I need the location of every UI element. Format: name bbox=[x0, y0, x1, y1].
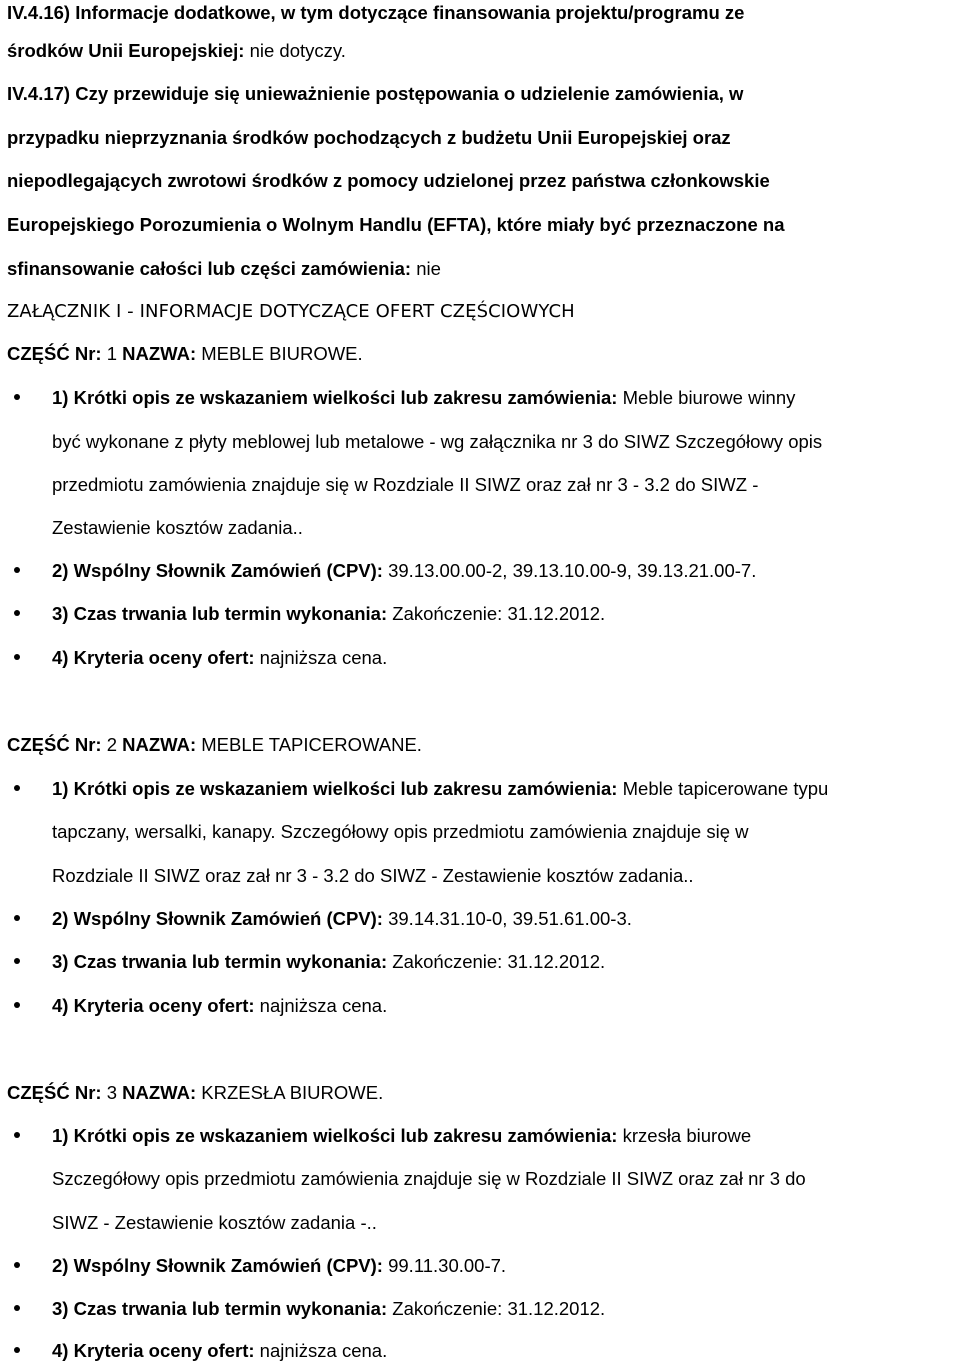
part-name: MEBLE BIUROWE. bbox=[196, 343, 363, 364]
part-3-desc-line2: Szczegółowy opis przedmiotu zamówienia znajduje się w Rozdziale II SIWZ oraz zał nr 3 do bbox=[52, 1168, 806, 1189]
bullet-icon bbox=[14, 1132, 20, 1138]
section-17-line3: niepodlegających zwrotowi środków z pomocy udzielonej przez państwa członkowskie bbox=[7, 170, 770, 191]
term-label: 3) Czas trwania lub termin wykonania: bbox=[52, 1298, 388, 1319]
criteria-value: najniższa cena. bbox=[254, 647, 388, 668]
section-17-line2: przypadku nieprzyznania środków pochodzących z budżetu Unii Europejskiej oraz bbox=[7, 127, 731, 148]
part-2-criteria bbox=[52, 995, 387, 1017]
bullet-icon bbox=[14, 1262, 20, 1268]
section-16-title-line2 bbox=[7, 40, 346, 62]
desc-value: krzesła biurowe bbox=[617, 1125, 752, 1146]
section-17-line5 bbox=[7, 258, 441, 280]
bullet-icon bbox=[14, 785, 20, 791]
part-label: CZĘŚĆ Nr: bbox=[7, 734, 102, 755]
section-17-line1: IV.4.17) Czy przewiduje się unieważnienie postępowania o udzielenie zamówienia, w bbox=[7, 83, 744, 104]
section-17-line4: Europejskiego Porozumienia o Wolnym Handlu (EFTA), które miały być przeznaczone na bbox=[7, 214, 785, 235]
term-value: Zakończenie: 31.12.2012. bbox=[387, 603, 606, 624]
term-value: Zakończenie: 31.12.2012. bbox=[387, 951, 606, 972]
part-number: 3 bbox=[101, 1082, 123, 1103]
cpv-label: 2) Wspólny Słownik Zamówień (CPV): bbox=[52, 908, 383, 929]
name-label: NAZWA: bbox=[122, 1082, 197, 1103]
cpv-label: 2) Wspólny Słownik Zamówień (CPV): bbox=[52, 1255, 383, 1276]
part-number: 1 bbox=[101, 343, 123, 364]
section-17-label: sfinansowanie całości lub części zamówienia: bbox=[7, 258, 412, 279]
part-1-term bbox=[52, 603, 605, 625]
cpv-value: 99.11.30.00-7. bbox=[382, 1255, 507, 1276]
cpv-value: 39.13.00.00-2, 39.13.10.00-9, 39.13.21.00-7. bbox=[382, 560, 757, 581]
part-1-criteria bbox=[52, 647, 387, 669]
bullet-icon bbox=[14, 1347, 20, 1353]
bullet-icon bbox=[14, 654, 20, 660]
desc-label: 1) Krótki opis ze wskazaniem wielkości lub zakresu zamówienia: bbox=[52, 387, 618, 408]
bullet-icon bbox=[14, 915, 20, 921]
part-2-cpv bbox=[52, 908, 632, 930]
part-label: CZĘŚĆ Nr: bbox=[7, 1082, 102, 1103]
criteria-value: najniższa cena. bbox=[254, 1340, 388, 1361]
part-3-desc-line3: SIWZ - Zestawienie kosztów zadania -.. bbox=[52, 1212, 377, 1233]
bullet-icon bbox=[14, 1305, 20, 1311]
criteria-value: najniższa cena. bbox=[254, 995, 388, 1016]
part-1-desc-line3: przedmiotu zamówienia znajduje się w Rozdziale II SIWZ oraz zał nr 3 - 3.2 do SIWZ - bbox=[52, 474, 759, 495]
part-1-desc-line4: Zestawienie kosztów zadania.. bbox=[52, 517, 303, 538]
annex-title: ZAŁĄCZNIK I - INFORMACJE DOTYCZĄCE OFERT CZĘŚCIOWYCH bbox=[7, 301, 575, 322]
desc-label: 1) Krótki opis ze wskazaniem wielkości lub zakresu zamówienia: bbox=[52, 1125, 618, 1146]
part-1-cpv bbox=[52, 560, 756, 582]
part-name: MEBLE TAPICEROWANE. bbox=[196, 734, 422, 755]
bullet-icon bbox=[14, 567, 20, 573]
part-2-header bbox=[7, 734, 422, 756]
criteria-label: 4) Kryteria oceny ofert: bbox=[52, 647, 255, 668]
term-label: 3) Czas trwania lub termin wykonania: bbox=[52, 951, 388, 972]
part-3-cpv bbox=[52, 1255, 506, 1277]
part-2-term bbox=[52, 951, 605, 973]
criteria-label: 4) Kryteria oceny ofert: bbox=[52, 995, 255, 1016]
part-2-desc-line1 bbox=[52, 778, 828, 800]
criteria-label: 4) Kryteria oceny ofert: bbox=[52, 1340, 255, 1361]
part-number: 2 bbox=[101, 734, 123, 755]
part-1-header bbox=[7, 343, 363, 365]
bullet-icon bbox=[14, 610, 20, 616]
cpv-label: 2) Wspólny Słownik Zamówień (CPV): bbox=[52, 560, 383, 581]
part-3-criteria bbox=[52, 1340, 387, 1362]
name-label: NAZWA: bbox=[122, 734, 197, 755]
section-16-value: nie dotyczy. bbox=[244, 40, 346, 61]
part-1-desc-line2: być wykonane z płyty meblowej lub metalowe - wg załącznika nr 3 do SIWZ Szczegółowy opis bbox=[52, 431, 823, 452]
section-17-value: nie bbox=[411, 258, 441, 279]
part-3-term bbox=[52, 1298, 605, 1320]
bullet-icon bbox=[14, 958, 20, 964]
desc-value: Meble tapicerowane typu bbox=[617, 778, 829, 799]
cpv-value: 39.14.31.10-0, 39.51.61.00-3. bbox=[382, 908, 632, 929]
part-label: CZĘŚĆ Nr: bbox=[7, 343, 102, 364]
part-name: KRZESŁA BIUROWE. bbox=[196, 1082, 384, 1103]
desc-value: Meble biurowe winny bbox=[617, 387, 796, 408]
part-2-desc-line3: Rozdziale II SIWZ oraz zał nr 3 - 3.2 do SIWZ - Zestawienie kosztów zadania.. bbox=[52, 865, 694, 886]
name-label: NAZWA: bbox=[122, 343, 197, 364]
part-3-desc-line1 bbox=[52, 1125, 751, 1147]
section-16-label: środków Unii Europejskiej: bbox=[7, 40, 245, 61]
section-16-title-line1: IV.4.16) Informacje dodatkowe, w tym dotyczące finansowania projektu/programu ze bbox=[7, 2, 745, 23]
bullet-icon bbox=[14, 394, 20, 400]
part-3-header bbox=[7, 1082, 383, 1104]
bullet-icon bbox=[14, 1002, 20, 1008]
desc-label: 1) Krótki opis ze wskazaniem wielkości lub zakresu zamówienia: bbox=[52, 778, 618, 799]
term-label: 3) Czas trwania lub termin wykonania: bbox=[52, 603, 388, 624]
term-value: Zakończenie: 31.12.2012. bbox=[387, 1298, 606, 1319]
part-1-desc-line1 bbox=[52, 387, 795, 409]
part-2-desc-line2: tapczany, wersalki, kanapy. Szczegółowy opis przedmiotu zamówienia znajduje się w bbox=[52, 821, 749, 842]
